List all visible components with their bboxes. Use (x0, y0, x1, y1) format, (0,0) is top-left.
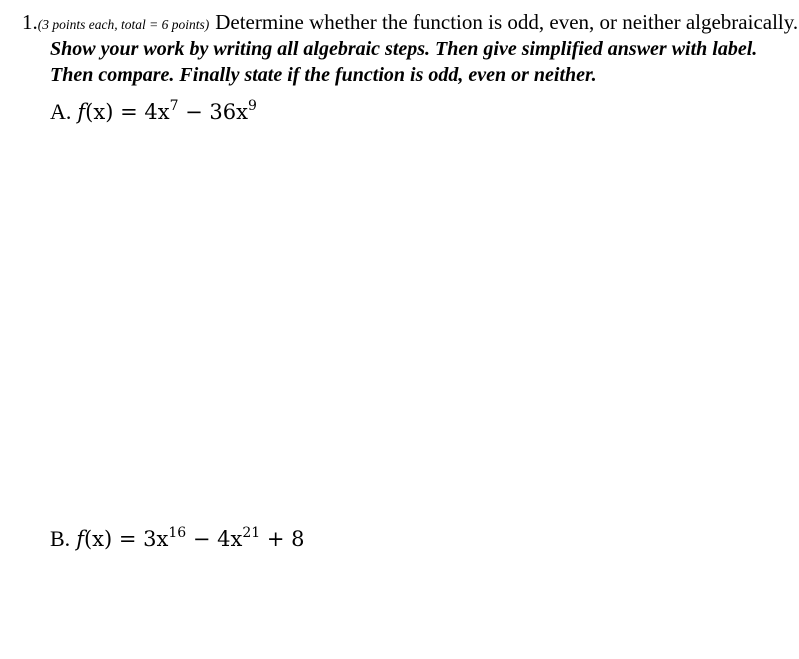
expr-segment: + 8 (260, 527, 305, 551)
function-name: f (77, 100, 86, 124)
expr-segment: − 4x (186, 527, 243, 551)
question-header (22, 10, 799, 35)
expr-segment: − 36x (178, 100, 248, 124)
part-b (50, 526, 304, 552)
instruction-line: Show your work by writing all algebraic steps. Then give simplified answer with label. (50, 38, 758, 60)
function-expression (76, 527, 304, 551)
points-note: (3 points each, total = 6 points) (37, 17, 210, 32)
function-name: f (76, 527, 84, 551)
part-a (50, 99, 257, 125)
expr-segment: (x) = 4x (85, 100, 170, 124)
function-expression (77, 100, 257, 124)
exponent: 9 (248, 98, 257, 114)
exponent: 16 (168, 525, 187, 541)
instruction-line: Then compare. Finally state if the function is odd, even or neither. (50, 64, 597, 86)
expr-segment: (x) = 3x (83, 527, 169, 551)
exponent: 7 (169, 98, 179, 114)
instructions (50, 36, 790, 88)
question-number: 1. (22, 10, 38, 34)
question-1 (22, 10, 799, 88)
part-label: A. (50, 99, 72, 124)
question-prompt: Determine whether the function is odd, even, or neither algebraically. (215, 10, 799, 34)
part-label: B. (50, 526, 71, 551)
exponent: 21 (242, 525, 261, 541)
